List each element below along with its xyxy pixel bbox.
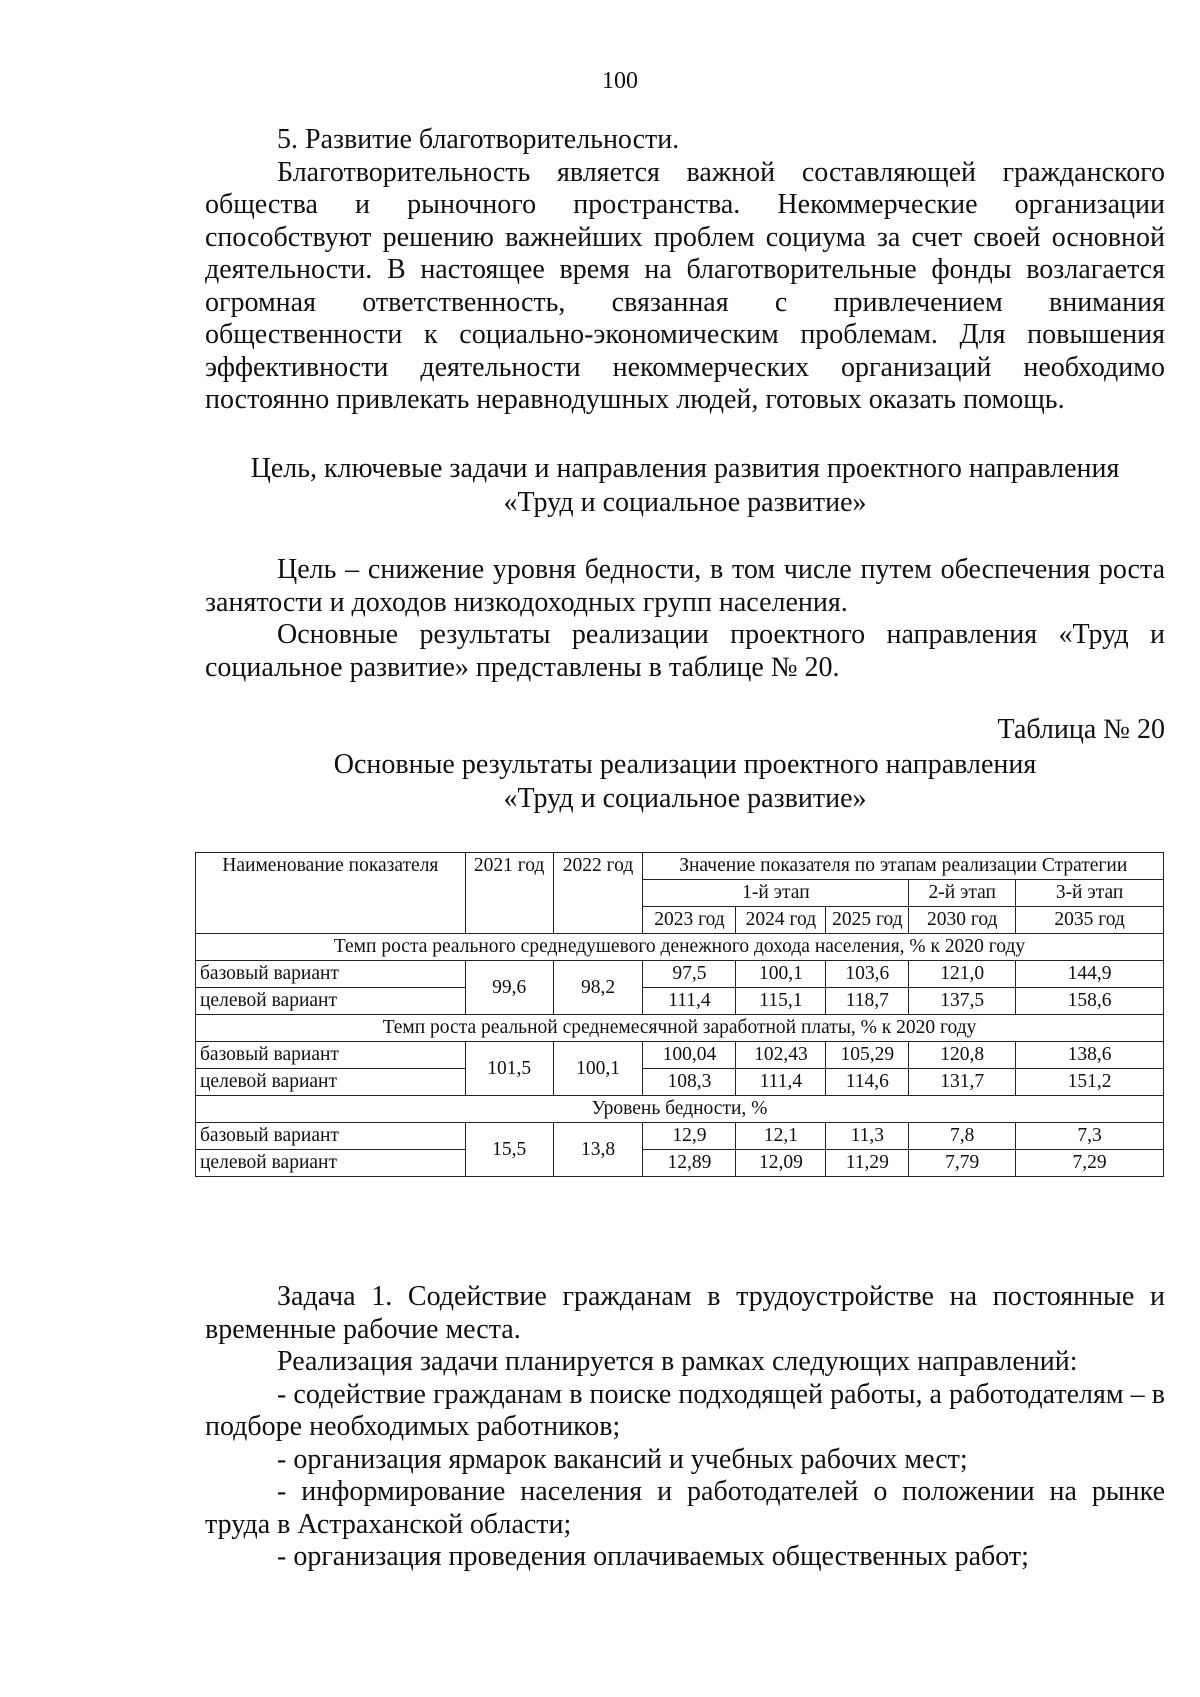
value-2025: 114,6 (826, 1069, 909, 1096)
value-2030: 121,0 (909, 961, 1016, 988)
header-2021: 2021 год (465, 853, 553, 934)
value-2022: 13,8 (553, 1123, 643, 1177)
value-2030: 131,7 (909, 1069, 1016, 1096)
table-row (196, 1150, 1164, 1177)
value-2021: 15,5 (465, 1123, 553, 1177)
header-2024: 2024 год (736, 907, 826, 934)
section-row (196, 934, 1164, 961)
page-number: 100 (602, 68, 638, 94)
header-2025: 2025 год (826, 907, 909, 934)
results-table (195, 852, 1164, 1177)
section-heading-line2: «Труд и социальное развитие» (503, 487, 867, 518)
value-2024: 12,1 (736, 1123, 826, 1150)
section-title: Темп роста реальной среднемесячной заработной платы, % к 2020 году (196, 1015, 1164, 1042)
value-2024: 102,43 (736, 1042, 826, 1069)
value-2023: 111,4 (643, 988, 736, 1015)
row-label: базовый вариант (196, 1042, 466, 1069)
intro-block (205, 124, 1165, 417)
value-2030: 7,79 (909, 1150, 1016, 1177)
row-label: целевой вариант (196, 1069, 466, 1096)
table-row (196, 1123, 1164, 1150)
value-2022: 98,2 (553, 961, 643, 1015)
value-2023: 97,5 (643, 961, 736, 988)
row-label: базовый вариант (196, 1123, 466, 1150)
section-heading-line1: Цель, ключевые задачи и направления развития проектного направления (250, 453, 1120, 484)
header-2022: 2022 год (553, 853, 643, 934)
row-label: базовый вариант (196, 961, 466, 988)
table-number: Таблица № 20 (997, 714, 1165, 745)
table-title-line1: Основные результаты реализации проектного направления (333, 749, 1037, 780)
header-2023: 2023 год (643, 907, 736, 934)
value-2024: 115,1 (736, 988, 826, 1015)
list-item: - организация проведения оплачиваемых общественных работ; (277, 1541, 1029, 1572)
value-2024: 111,4 (736, 1069, 826, 1096)
header-group: Значение показателя по этапам реализации Стратегии (643, 853, 1164, 880)
value-2022: 100,1 (553, 1042, 643, 1096)
header-stage1: 1-й этап (643, 880, 909, 907)
value-2025: 105,29 (826, 1042, 909, 1069)
task-intro: Реализация задачи планируется в рамках следующих направлений: (277, 1346, 1078, 1377)
section-row (196, 1096, 1164, 1123)
section-row (196, 1015, 1164, 1042)
header-stage2: 2-й этап (909, 880, 1016, 907)
goal-paragraph: Цель – снижение уровня бедности, в том числе путем обеспечения роста занятости и доходов низкодоходных групп населения. (205, 554, 1165, 618)
table-row (196, 1042, 1164, 1069)
value-2023: 12,89 (643, 1150, 736, 1177)
header-row-1 (196, 853, 1164, 880)
goal-results-paragraph: Основные результаты реализации проектного направления «Труд и социальное развитие» представлены в таблице № 20. (205, 619, 1165, 683)
value-2035: 158,6 (1016, 988, 1164, 1015)
value-2021: 99,6 (465, 961, 553, 1015)
value-2030: 120,8 (909, 1042, 1016, 1069)
header-name: Наименование показателя (196, 853, 466, 934)
table-row (196, 988, 1164, 1015)
list-item: - информирование населения и работодателей о положении на рынке труда в Астраханской области; (205, 1476, 1165, 1540)
value-2030: 7,8 (909, 1123, 1016, 1150)
value-2035: 151,2 (1016, 1069, 1164, 1096)
value-2023: 108,3 (643, 1069, 736, 1096)
value-2035: 138,6 (1016, 1042, 1164, 1069)
value-2021: 101,5 (465, 1042, 553, 1096)
task-block (205, 1281, 1165, 1574)
header-stage3: 3-й этап (1016, 880, 1164, 907)
list-item: - содействие гражданам в поиске подходящей работы, а работодателям – в подборе необходимых работников; (205, 1378, 1165, 1442)
goal-block (205, 554, 1165, 684)
value-2025: 11,3 (826, 1123, 909, 1150)
list-item: - организация ярмарок вакансий и учебных рабочих мест; (277, 1443, 968, 1475)
value-2025: 11,29 (826, 1150, 909, 1177)
task-heading: Задача 1. Содействие гражданам в трудоустройстве на постоянные и временные рабочие места. (205, 1281, 1165, 1345)
value-2035: 7,29 (1016, 1150, 1164, 1177)
intro-paragraph: Благотворительность является важной составляющей гражданского общества и рыночного пространства. Некоммерческие организации способствуют решению важнейших проблем социума за счет своей основной деятельности. В настоящее время на благотворительные фонды возлагается огромная ответственность, связанная с привлечением внимания общественности к социально-экономическим проблемам. Для повышения эффективности деятельности некоммерческих организаций необходимо постоянно привлекать неравнодушных людей, готовых оказать помощь. (205, 156, 1165, 415)
section-title: Темп роста реального среднедушевого денежного дохода населения, % к 2020 году (196, 934, 1164, 961)
value-2023: 100,04 (643, 1042, 736, 1069)
section-title: Уровень бедности, % (196, 1096, 1164, 1123)
intro-heading: 5. Развитие благотворительности. (277, 124, 680, 155)
value-2025: 118,7 (826, 988, 909, 1015)
row-label: целевой вариант (196, 1150, 466, 1177)
value-2024: 100,1 (736, 961, 826, 988)
value-2035: 7,3 (1016, 1123, 1164, 1150)
row-label: целевой вариант (196, 988, 466, 1015)
header-2035: 2035 год (1016, 907, 1164, 934)
table-row (196, 1069, 1164, 1096)
value-2023: 12,9 (643, 1123, 736, 1150)
value-2024: 12,09 (736, 1150, 826, 1177)
table-title-line2: «Труд и социальное развитие» (503, 783, 867, 814)
section-heading (205, 452, 1165, 520)
header-2030: 2030 год (909, 907, 1016, 934)
value-2030: 137,5 (909, 988, 1016, 1015)
table-row (196, 961, 1164, 988)
table-title (205, 748, 1165, 816)
value-2035: 144,9 (1016, 961, 1164, 988)
value-2025: 103,6 (826, 961, 909, 988)
